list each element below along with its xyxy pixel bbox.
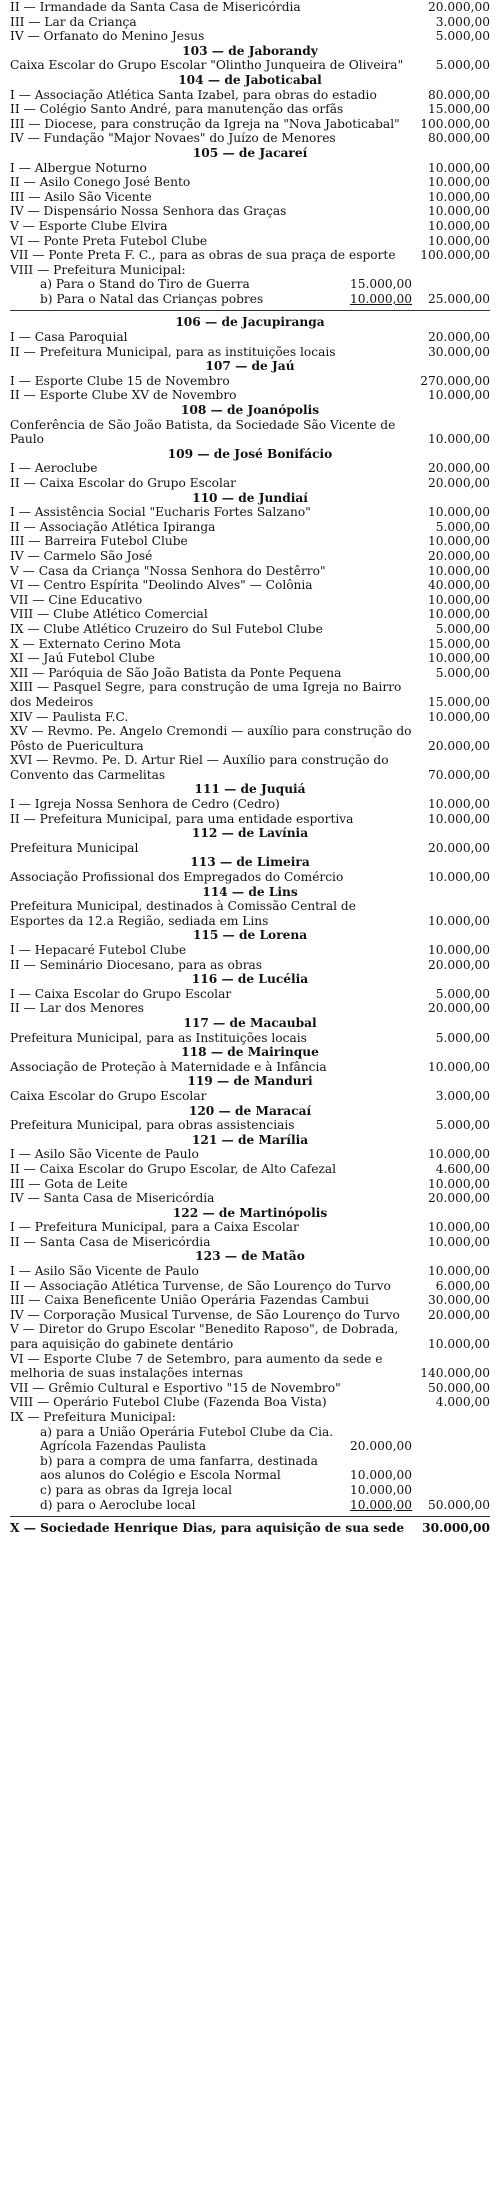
budget-entry — [10, 899, 490, 928]
entry-amount: 70.000,00 — [427, 767, 490, 782]
municipality-heading: 105 — de Jacareí — [192, 145, 308, 160]
entry-description: b) Para o Natal das Crianças pobres — [40, 291, 264, 306]
entry-description: II — Lar dos Menores — [10, 1001, 145, 1016]
budget-entry — [10, 330, 490, 345]
entry-description: IV — Orfanato do Menino Jesus — [10, 29, 205, 44]
sub-amount: 15.000,00 — [349, 277, 412, 292]
entry-description: c) para as obras da Igreja local — [40, 1482, 232, 1497]
entry-amount: 100.000,00 — [420, 116, 490, 131]
entry-amount: 10.000,00 — [427, 1059, 490, 1074]
entry-amount: 50.000,00 — [427, 1380, 490, 1395]
entry-amount: 10.000,00 — [427, 175, 490, 190]
budget-entry — [10, 292, 490, 307]
entry-description: VI — Esporte Clube 7 de Setembro, para aumento da sede e melhoria de suas instalações internas — [10, 1351, 383, 1381]
entry-amount: 30.000,00 — [427, 344, 490, 359]
budget-entry — [10, 943, 490, 958]
budget-entry — [10, 680, 490, 709]
entry-description: I — Casa Paroquial — [10, 330, 128, 345]
entry-description: V — Casa da Criança "Nossa Senhora do Destêrro" — [10, 563, 326, 578]
budget-entry — [10, 1001, 490, 1016]
budget-entry — [10, 578, 490, 593]
entry-amount: 20.000,00 — [427, 840, 490, 855]
budget-entry — [10, 1220, 490, 1235]
municipality-heading: 104 — de Jaboticabal — [178, 72, 322, 87]
budget-entry — [10, 345, 490, 360]
entry-description: II — Associação Atlética Ipiranga — [10, 519, 216, 534]
municipality-heading: 112 — de Lavínia — [191, 826, 309, 841]
entry-description: II — Asilo Conego José Bento — [10, 175, 191, 190]
entry-amount: 6.000,00 — [435, 1278, 490, 1293]
budget-entry — [10, 534, 490, 549]
entry-amount: 20.000,00 — [427, 1001, 490, 1016]
entry-amount: 3.000,00 — [435, 1088, 490, 1103]
entry-description: Prefeitura Municipal — [10, 840, 139, 855]
entry-description: IV — Dispensário Nossa Senhora das Graças — [10, 204, 287, 219]
budget-entry — [10, 1425, 490, 1454]
entry-amount: 5.000,00 — [435, 519, 490, 534]
entry-amount: 10.000,00 — [427, 709, 490, 724]
municipality-heading: 116 — de Lucélia — [191, 972, 309, 987]
entry-description: Caixa Escolar do Grupo Escolar "Olintho Junqueira de Oliveira" — [10, 58, 404, 73]
entry-amount: 5.000,00 — [435, 1030, 490, 1045]
entry-amount: 25.000,00 — [427, 291, 490, 306]
entry-description: I — Aeroclube — [10, 461, 98, 476]
budget-entry — [10, 1410, 490, 1425]
entry-description: I — Albergue Noturno — [10, 160, 147, 175]
entry-description: I — Asilo São Vicente de Paulo — [10, 1264, 199, 1279]
entry-amount: 5.000,00 — [435, 1118, 490, 1133]
budget-entry — [10, 1264, 490, 1279]
entry-amount: 20.000,00 — [427, 0, 490, 14]
entry-description: V — Esporte Clube Elvira — [10, 218, 168, 233]
entry-amount: 10.000,00 — [427, 218, 490, 233]
entry-description: VIII — Prefeitura Municipal: — [10, 262, 186, 277]
entry-amount: 4.000,00 — [435, 1395, 490, 1410]
entry-description: II — Caixa Escolar do Grupo Escolar, de Alto Cafezal — [10, 1161, 336, 1176]
entry-description: I — Prefeitura Municipal, para a Caixa Escolar — [10, 1220, 299, 1235]
entry-description: Associação de Proteção à Maternidade e à Infância — [10, 1059, 327, 1074]
budget-entry — [10, 117, 490, 132]
entry-description: I — Caixa Escolar do Grupo Escolar — [10, 986, 232, 1001]
entry-description: IV — Santa Casa de Misericórdia — [10, 1191, 215, 1206]
entry-amount: 10.000,00 — [427, 1176, 490, 1191]
entry-description: XII — Paróquia de São João Batista da Ponte Pequena — [10, 665, 342, 680]
municipality-heading: 108 — de Joanópolis — [180, 403, 320, 418]
entry-description: IX — Prefeitura Municipal: — [10, 1410, 176, 1424]
budget-entry — [10, 987, 490, 1002]
entry-amount: 270.000,00 — [420, 373, 490, 388]
budget-entry — [10, 1060, 490, 1075]
budget-entry — [10, 248, 490, 263]
entry-amount: 10.000,00 — [427, 388, 490, 403]
entry-amount: 10.000,00 — [427, 651, 490, 666]
budget-entry — [10, 1279, 490, 1294]
entry-amount: 5.000,00 — [435, 29, 490, 44]
entry-amount: 15.000,00 — [427, 636, 490, 651]
entry-amount: 10.000,00 — [427, 233, 490, 248]
entry-description: X — Sociedade Henrique Dias, para aquisição de sua sede — [10, 1521, 405, 1536]
entry-description: III — Asilo São Vicente — [10, 189, 152, 204]
municipality-heading: 121 — de Marília — [191, 1132, 309, 1147]
municipality-heading: 113 — de Limeira — [190, 855, 310, 870]
entry-description: Prefeitura Municipal, para obras assistenciais — [10, 1118, 295, 1133]
municipality-heading: 115 — de Lorena — [192, 928, 308, 943]
budget-entry — [10, 753, 490, 782]
budget-entry — [10, 476, 490, 491]
municipality-heading: 106 — de Jacupiranga — [175, 315, 325, 330]
entry-amount: 10.000,00 — [427, 943, 490, 957]
entry-description: a) para a União Operária Futebol Clube da Cia. Agrícola Fazendas Paulista — [40, 1424, 334, 1454]
entry-description: III — Diocese, para construção da Igreja na "Nova Jaboticabal" — [10, 116, 400, 131]
entry-amount: 10.000,00 — [427, 160, 490, 175]
budget-entry — [10, 797, 490, 812]
entry-description: XI — Jaú Futebol Clube — [10, 651, 155, 666]
entry-amount: 10.000,00 — [427, 1147, 490, 1162]
section-divider — [10, 1516, 490, 1517]
entry-description: Caixa Escolar do Grupo Escolar — [10, 1088, 207, 1103]
budget-entry — [10, 388, 490, 403]
entry-amount: 10.000,00 — [427, 204, 490, 219]
budget-entry — [10, 1322, 490, 1351]
budget-entry — [10, 263, 490, 278]
entry-amount: 10.000,00 — [427, 563, 490, 578]
entry-amount: 20.000,00 — [427, 738, 490, 753]
entry-amount: 10.000,00 — [427, 870, 490, 885]
budget-entry — [10, 1352, 490, 1381]
budget-entry — [10, 1191, 490, 1206]
entry-description: IV — Fundação "Major Novaes" do Juízo de Menores — [10, 131, 336, 146]
entry-amount: 100.000,00 — [420, 248, 490, 263]
budget-entry — [10, 1498, 490, 1513]
entry-amount: 20.000,00 — [427, 330, 490, 345]
entry-amount: 20.000,00 — [427, 957, 490, 972]
budget-entry — [10, 710, 490, 725]
sub-amount: 10.000,00 — [349, 1468, 412, 1483]
entry-description: Conferência de São João Batista, da Sociedade São Vicente de Paulo — [10, 417, 396, 447]
sub-amount: 10.000,00 — [349, 1497, 412, 1512]
entry-amount: 15.000,00 — [427, 102, 490, 117]
entry-description: I — Igreja Nossa Senhora de Cedro (Cedro) — [10, 797, 280, 812]
entry-amount: 80.000,00 — [427, 87, 490, 102]
budget-entry — [10, 102, 490, 117]
entry-description: VI — Centro Espírita "Deolindo Alves" — Colônia — [10, 578, 313, 593]
entry-description: II — Caixa Escolar do Grupo Escolar — [10, 476, 236, 490]
entry-amount: 10.000,00 — [427, 592, 490, 607]
entry-amount: 10.000,00 — [427, 607, 490, 622]
entry-amount: 40.000,00 — [427, 578, 490, 593]
entry-amount: 10.000,00 — [427, 1234, 490, 1249]
entry-description: III — Caixa Beneficente União Operária Fazendas Cambui — [10, 1293, 369, 1308]
municipality-heading: 122 — de Martinópolis — [172, 1205, 328, 1220]
entry-amount: 10.000,00 — [427, 797, 490, 812]
budget-entry — [10, 841, 490, 856]
municipality-heading: 110 — de Jundiaí — [192, 490, 308, 505]
budget-entry — [10, 418, 490, 447]
entry-description: VIII — Clube Atlético Comercial — [10, 607, 208, 622]
budget-entry — [10, 1454, 490, 1483]
budget-entry — [10, 131, 490, 146]
entry-amount: 10.000,00 — [427, 189, 490, 204]
entry-description: IX — Clube Atlético Cruzeiro do Sul Futebol Clube — [10, 621, 323, 636]
entry-amount: 50.000,00 — [427, 1497, 490, 1512]
entry-amount: 10.000,00 — [427, 432, 490, 447]
entry-description: VII — Ponte Preta F. C., para as obras de sua praça de esporte — [10, 248, 396, 263]
entry-description: I — Associação Atlética Santa Izabel, para obras do estadio — [10, 87, 377, 102]
entry-description: III — Gota de Leite — [10, 1176, 128, 1191]
entry-description: XIII — Pasquel Segre, para construção de uma Igreja no Bairro dos Medeiros — [10, 680, 402, 709]
budget-entry — [10, 1177, 490, 1192]
budget-entry — [10, 1118, 490, 1133]
budget-entry — [10, 1293, 490, 1308]
entry-description: XIV — Paulista F.C. — [10, 709, 129, 724]
entry-amount: 5.000,00 — [435, 58, 490, 73]
budget-entry — [10, 564, 490, 579]
budget-entry — [10, 175, 490, 190]
municipality-heading: 120 — de Maracaí — [188, 1103, 312, 1118]
budget-entry — [10, 1031, 490, 1046]
entry-amount: 30.000,00 — [422, 1521, 490, 1536]
entry-description: IV — Corporação Musical Turvense, de São Lourenço do Turvo — [10, 1307, 400, 1322]
municipality-heading: 123 — de Matão — [195, 1249, 305, 1264]
section-divider — [10, 310, 490, 311]
budget-entry — [10, 505, 490, 520]
entry-amount: 5.000,00 — [435, 665, 490, 680]
entry-amount: 10.000,00 — [427, 913, 490, 928]
entry-amount: 10.000,00 — [427, 534, 490, 549]
entry-description: I — Asilo São Vicente de Paulo — [10, 1147, 199, 1162]
budget-entry — [10, 637, 490, 652]
budget-entry — [10, 724, 490, 753]
entry-description: a) Para o Stand do Tiro de Guerra — [40, 277, 250, 292]
entry-amount: 20.000,00 — [427, 1307, 490, 1322]
entry-description: II — Associação Atlética Turvense, de São Lourenço do Turvo — [10, 1278, 391, 1293]
entry-amount: 30.000,00 — [427, 1293, 490, 1308]
budget-entry — [10, 29, 490, 44]
entry-description: X — Externato Cerino Mota — [10, 636, 181, 651]
entry-amount: 20.000,00 — [427, 548, 490, 563]
entry-description: VI — Ponte Preta Futebol Clube — [10, 233, 208, 248]
budget-entry — [10, 161, 490, 176]
entry-amount: 15.000,00 — [427, 694, 490, 709]
entry-amount: 10.000,00 — [427, 1337, 490, 1352]
budget-entry — [10, 1235, 490, 1250]
budget-entry — [10, 520, 490, 535]
entry-description: b) para a compra de uma fanfarra, destinada aos alunos do Colégio e Escola Normal — [40, 1453, 318, 1483]
entry-amount: 20.000,00 — [427, 461, 490, 476]
sub-amount: 10.000,00 — [349, 1482, 412, 1497]
budget-entry — [10, 666, 490, 681]
entry-description: I — Hepacaré Futebol Clube — [10, 943, 187, 957]
entry-description: II — Esporte Clube XV de Novembro — [10, 388, 237, 403]
municipality-heading: 111 — de Juquiá — [194, 782, 306, 797]
entry-amount: 10.000,00 — [427, 811, 490, 826]
entry-description: III — Lar da Criança — [10, 14, 137, 29]
entry-description: IV — Carmelo São José — [10, 548, 153, 563]
budget-entry — [10, 88, 490, 103]
budget-entry — [10, 0, 490, 15]
entry-amount: 10.000,00 — [427, 1220, 490, 1235]
budget-entry — [10, 593, 490, 608]
entry-description: I — Esporte Clube 15 de Novembro — [10, 373, 230, 388]
budget-entry — [10, 234, 490, 249]
budget-entry — [10, 1381, 490, 1396]
municipality-heading: 117 — de Macaubal — [183, 1015, 317, 1030]
entry-amount: 3.000,00 — [435, 14, 490, 29]
entry-description: II — Irmandade da Santa Casa de Misericórdia — [10, 0, 301, 14]
municipality-heading: 119 — de Manduri — [187, 1074, 313, 1089]
budget-entry — [10, 1483, 490, 1498]
budget-entry — [10, 374, 490, 389]
entry-description: XVI — Revmo. Pe. D. Artur Riel — Auxílio para construção do Convento das Carmelitas — [10, 753, 389, 782]
entry-amount: 20.000,00 — [427, 1191, 490, 1206]
budget-entry — [10, 958, 490, 973]
budget-entry — [10, 204, 490, 219]
budget-entry — [10, 812, 490, 827]
entry-description: d) para o Aeroclube local — [40, 1497, 196, 1512]
entry-description: II — Seminário Diocesano, para as obras — [10, 957, 263, 972]
budget-entry — [10, 1147, 490, 1162]
budget-entry — [10, 1521, 490, 1536]
budget-entry — [10, 190, 490, 205]
entry-description: III — Barreira Futebol Clube — [10, 534, 188, 549]
entry-amount: 4.600,00 — [435, 1161, 490, 1176]
entry-description: I — Assistência Social "Eucharis Fortes Salzano" — [10, 505, 311, 520]
entry-description: II — Santa Casa de Misericórdia — [10, 1234, 211, 1249]
municipality-heading: 118 — de Mairinque — [181, 1045, 319, 1060]
budget-entry — [10, 549, 490, 564]
entry-amount: 20.000,00 — [427, 476, 490, 490]
budget-entry — [10, 1395, 490, 1410]
budget-entry — [10, 870, 490, 885]
entry-description: Prefeitura Municipal, para as Instituições locais — [10, 1030, 307, 1045]
entry-description: II — Colégio Santo André, para manutenção das orfãs — [10, 102, 344, 117]
municipality-heading: 103 — de Jaborandy — [182, 43, 318, 58]
budget-entry — [10, 219, 490, 234]
budget-entry — [10, 277, 490, 292]
budget-entry — [10, 461, 490, 476]
budget-entry — [10, 15, 490, 30]
entry-amount: 5.000,00 — [435, 621, 490, 636]
entry-description: XV — Revmo. Pe. Angelo Cremondi — auxílio para construção do Pôsto de Puericultura — [10, 724, 412, 753]
entry-amount: 80.000,00 — [427, 131, 490, 146]
entry-description: II — Prefeitura Municipal, para as instituições locais — [10, 344, 336, 359]
municipality-heading: 109 — de José Bonifácio — [167, 446, 333, 461]
entry-description: VII — Grêmio Cultural e Esportivo "15 de Novembro" — [10, 1380, 341, 1395]
sub-amount: 20.000,00 — [349, 1439, 412, 1454]
entry-description: Associação Profissional dos Empregados do Comércio — [10, 870, 344, 885]
entry-amount: 10.000,00 — [427, 505, 490, 520]
municipality-heading: 114 — de Lins — [202, 884, 298, 899]
entry-description: Prefeitura Municipal, destinados à Comissão Central de Esportes da 12.a Região, sediada em Lins — [10, 899, 356, 928]
entry-description: VII — Cine Educativo — [10, 592, 143, 607]
budget-entry — [10, 58, 490, 73]
budget-entry — [10, 1162, 490, 1177]
budget-entry — [10, 622, 490, 637]
entry-amount: 140.000,00 — [420, 1366, 490, 1381]
budget-entry — [10, 1089, 490, 1104]
entry-amount: 5.000,00 — [435, 986, 490, 1001]
budget-entry — [10, 607, 490, 622]
sub-amount: 10.000,00 — [349, 291, 412, 306]
budget-entry — [10, 651, 490, 666]
entry-description: II — Prefeitura Municipal, para uma entidade esportiva — [10, 811, 354, 826]
entry-description: VIII — Operário Futebol Clube (Fazenda Boa Vista) — [10, 1395, 327, 1410]
municipality-heading: 107 — de Jaú — [205, 359, 295, 374]
entry-amount: 10.000,00 — [427, 1264, 490, 1279]
entry-description: V — Diretor do Grupo Escolar "Benedito Raposo", de Dobrada, para aquisição do gabinete dentário — [10, 1322, 399, 1352]
budget-entry — [10, 1308, 490, 1323]
